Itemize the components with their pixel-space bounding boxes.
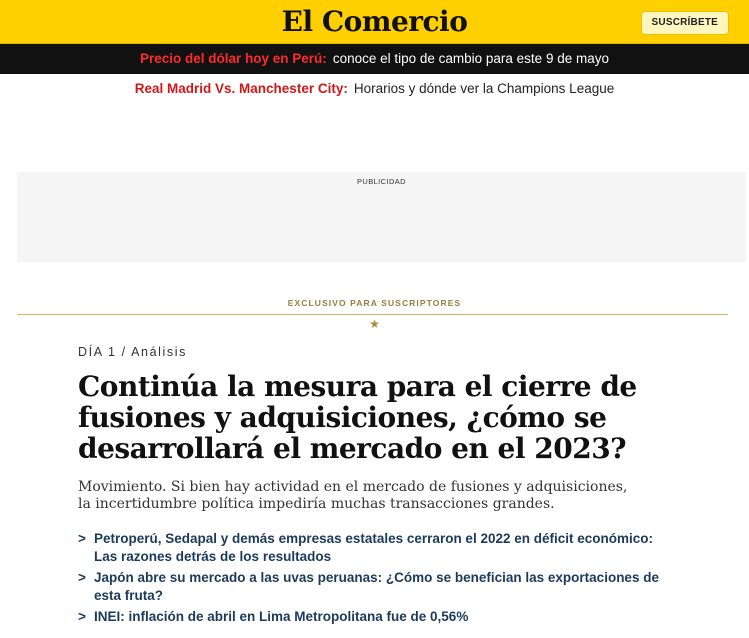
subsection-link[interactable]: Análisis	[131, 345, 187, 359]
divider	[17, 314, 728, 315]
chevron-right-icon: >	[78, 609, 86, 624]
related-link-text[interactable]: Japón abre su mercado a las uvas peruanas: ¿Cómo se benefician las exportaciones de esta fruta?	[94, 570, 659, 603]
related-link[interactable]	[78, 530, 678, 566]
chevron-right-icon: >	[78, 570, 86, 585]
ticker-highlight[interactable]: Precio del dólar hoy en Perú:	[140, 51, 327, 66]
related-links-list	[78, 530, 678, 629]
ticker-link[interactable]: conoce el tipo de cambio para este 9 de mayo	[332, 51, 609, 66]
related-link-text[interactable]: INEI: inflación de abril en Lima Metropolitana fue de 0,56%	[94, 609, 469, 624]
ticker-link[interactable]: Horarios y dónde ver la Champions League	[353, 81, 615, 96]
breadcrumb	[78, 345, 187, 359]
article-summary: Movimiento. Si bien hay actividad en el mercado de fusiones y adquisiciones, la incertidumbre política impediría muchas transacciones grandes.	[78, 479, 628, 512]
related-link-text[interactable]: Petroperú, Sedapal y demás empresas estatales cerraron el 2022 en déficit económico: Las razones detrás de los resultados	[94, 531, 653, 564]
breadcrumb-separator: /	[121, 345, 127, 359]
chevron-right-icon: >	[78, 531, 86, 546]
ad-label: PUBLICIDAD	[356, 177, 406, 186]
secondary-ticker	[0, 76, 749, 102]
top-header-bar	[0, 0, 749, 44]
subscribe-button[interactable]: SUSCRÍBETE	[641, 11, 729, 35]
exclusive-label: EXCLUSIVO PARA SUSCRIPTORES	[287, 298, 462, 308]
breaking-ticker-bar	[0, 44, 749, 74]
ticker-highlight[interactable]: Real Madrid Vs. Manchester City:	[134, 81, 348, 96]
site-logo[interactable]: El Comercio	[281, 5, 468, 38]
ad-slot	[17, 172, 746, 262]
related-link[interactable]	[78, 569, 678, 605]
related-link[interactable]	[78, 608, 678, 626]
section-link[interactable]: DÍA 1	[78, 345, 117, 359]
star-icon: ★	[369, 317, 380, 331]
article-headline: Continúa la mesura para el cierre de fusiones y adquisiciones, ¿cómo se desarrollará el mercado en el 2023?	[78, 370, 637, 465]
